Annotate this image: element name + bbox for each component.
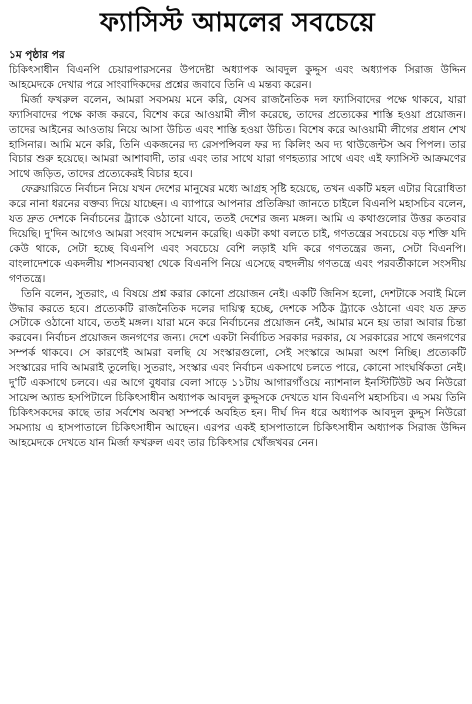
headline: ফ্যাসিস্ট আমলের সবচেয়ে — [99, 8, 376, 38]
continuation-label: ১ম পৃষ্ঠার পর — [9, 49, 65, 61]
article-paragraph-2: মির্জা ফখরুল বলেন, আমরা সবসময় মনে করি, যেসব রাজনৈতিক দল ফ্যাসিবাদের পক্ষে থাকবে, যারা ফ্যাসিবাদের পক্ষে কাজ করবে, বিশেষ করে আওয়ামী লীগ করেছে, তাদের প্রত্যেকের শাস্তি হওয়া প্রয়োজন। তাদের আইনের আওতায় নিয়ে আসা উচিত এবং শাস্তি হওয়া উচিত। বিশেষ করে আওয়ামী লীগের প্রধান শেখ হাসিনার। আমি মনে করি, তিনি একজনের দ্য রেসপন্সিবল ফর দ্য কিলিং অব দ্য থাউজেন্টস অব পিপল। তার বিচার শুরু হয়েছে। আমরা আশাবাদী, তার এবং তার সাথে যারা গণহত্যার সাথে এবং এই ফ্যাসিস্ট আক্রমণের সাথে জড়িত, তাদের প্রত্যেকেরই বিচার হবে। — [9, 93, 466, 181]
article-paragraph-3: ফেব্রুয়ারিতে নির্বাচন নিয়ে যখন দেশের মানুষের মধ্যে আগ্রহ সৃষ্টি হয়েছে, তখন একটি মহল এটার বিরোধিতা করে নানা ধরনের বক্তব্য দিয়ে যাচ্ছেন। এ ব্যাপারে আপনার প্রতিক্রিয়া জানতে চাইলে বিএনপি মহাসচিব বলেন, যত দ্রুত দেশকে নির্বাচনের ট্র্যাকে ওঠানো যাবে, ততই দেশের জন্য মঙ্গল। আমি এ কথাগুলোর উত্তর কতবার দিয়েছি। দু'দিন আগেও আমরা সংবাদ সম্মেলন করেছি। একটা কথা বলতে চাই, গণতন্ত্রের সবচেয়ে বড় শক্তি যদি কেউ থাকে, সেটা হচ্ছে বিএনপি এবং সবচেয়ে বেশি লড়াই যদি করে গণতন্ত্রের জন্য, সেটা বিএনপি। বাংলাদেশকে একদলীয় শাসনব্যবস্থা থেকে বিএনপি নিয়ে এসেছে বহুদলীয় গণতন্ত্রে এবং পরবর্তীকালে সংসদীয় গণতন্ত্রে। — [9, 183, 466, 285]
article-paragraph-1: চিকিৎসাধীন বিএনপি চেয়ারপারসনের উপদেষ্টা অধ্যাপক আবদুল কুদ্দুস এবং অধ্যাপক সিরাজ উদ্দিন আহমেদকে দেখার পরে সাংবাদিকদের প্রশ্নের জবাবে তিনি এ মন্তব্য করেন। — [9, 64, 466, 91]
article-paragraph-4: তিনি বলেন, সুতরাং, এ বিষয়ে প্রশ্ন করার কোনো প্রয়োজন নেই। একটি জিনিস হলো, দেশটাকে সবাই মিলে উদ্ধার করতে হবে। প্রত্যেকটি রাজনৈতিক দলের দায়িত্ব হচ্ছে, দেশকে সঠিক ট্র্যাকে ওঠানো এবং যত দ্রুত সেটাকে ওঠানো যাবে, ততই মঙ্গল। যারা মনে করে নির্বাচনের প্রয়োজন নেই, আমার মনে হয় তারা আবার চিন্তা করবেন। নির্বাচন প্রয়োজন জনগণের জন্য। দেশে একটা নির্বাচিত সরকার দরকার, যে সরকারের সাথে জনগণের সম্পর্ক থাকবে। সে কারণেই আমরা বলছি যে সংস্কারগুলো, সেই সংস্কারে আমরা অংশ নিচ্ছি। প্রত্যেকটি সংস্কারের দাবি আমরাই তুলেছি। সুতরাং, সংস্কার এবং নির্বাচন একসাথে চলতে পারে, কোনো সাংঘর্ষিকতা নেই। দু'টি একসাথে চলবে। এর আগে বুধবার বেলা সাড়ে ১১টায় আগারগাঁওয়ে ন্যাশনাল ইনস্টিটিউট অব নিউরো সায়েন্স অ্যান্ড হসপিটালে চিকিৎসাধীন অধ্যাপক আবদুল কুদ্দুসকে দেখতে যান বিএনপি মহাসচিব। এ সময় তিনি চিকিৎসকদের কাছে তার সর্বশেষ অবস্থা সম্পর্কে অবহিত হন। দীর্ঘ দিন ধরে অধ্যাপক আবদুল কুদ্দুস নিউরো সমস্যায় এ হাসপাতালে চিকিৎসাধীন আছেন। এরপর একই হাসপাতালে চিকিৎসাধীন অধ্যাপক সিরাজ উদ্দিন আহমেদকে দেখতে যান মির্জা ফখরুল এবং তার চিকিৎসার খোঁজখবর নেন। — [9, 287, 466, 449]
article-body — [9, 63, 466, 451]
